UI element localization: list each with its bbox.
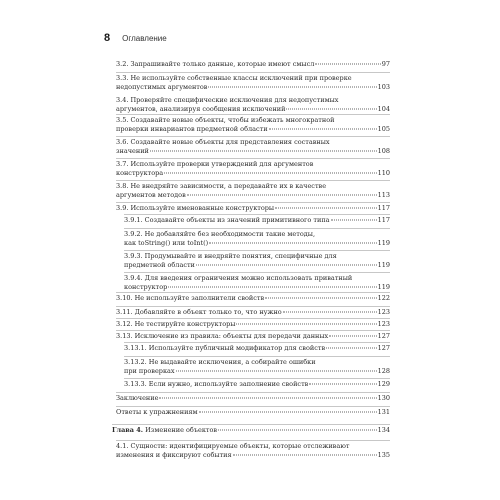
- separator-rule: [124, 272, 390, 273]
- separator-rule: [112, 424, 390, 425]
- toc-entry-title-text: недопустимых аргументов: [116, 82, 208, 91]
- toc-entry-title-line: 3.9.2. Не добавляйте без необходимости такие методы,: [124, 230, 316, 238]
- toc-page-number: 97: [381, 60, 390, 68]
- toc-entry-row: [112, 426, 390, 435]
- dot-leader: [208, 86, 376, 87]
- toc-entry-title: [124, 344, 325, 353]
- toc-entry-title-text: 3.11. Добавляйте в объект только то, что нужно: [116, 308, 282, 316]
- toc-entry-title-line: 3.9.4. Для введения ограничения можно использовать приватный: [124, 274, 353, 282]
- toc-entry-title: [124, 380, 308, 389]
- toc-entry-title-text: 3.9. Используйте именованные конструкторы: [116, 204, 275, 212]
- toc-entry-title: [124, 261, 195, 270]
- dot-leader: [196, 264, 377, 265]
- toc-page-number: 119: [377, 238, 390, 247]
- toc-entry-title-text: аргументов, анализируя сообщения исключений: [116, 104, 286, 113]
- separator-rule: [116, 292, 390, 293]
- separator-rule: [124, 356, 390, 357]
- separator-rule: [116, 114, 390, 115]
- toc-entry-row: [116, 125, 390, 134]
- toc-entry[interactable]: [124, 358, 390, 375]
- toc-entry-title-text: проверки инвариантов предметной области: [116, 124, 268, 133]
- toc-entry-row: [116, 294, 390, 303]
- toc-entry[interactable]: [116, 408, 390, 417]
- toc-entry[interactable]: [116, 320, 390, 329]
- toc-entry[interactable]: [124, 216, 390, 225]
- dot-leader: [286, 108, 376, 109]
- toc-entry-title-line: 3.13.2. Не выдавайте исключения, а собирайте ошибки: [124, 358, 316, 366]
- toc-entry[interactable]: [116, 160, 390, 177]
- toc-entry-title: [124, 216, 330, 225]
- toc-page-number: 110: [377, 168, 390, 177]
- toc-entry[interactable]: [124, 230, 390, 247]
- dot-leader: [159, 398, 376, 399]
- toc-entry-row: [116, 451, 390, 460]
- toc-entry-title-text: аргументов методов: [116, 190, 186, 199]
- toc-entry[interactable]: [116, 308, 390, 317]
- toc-entry-title-line: 3.7. Используйте проверки утверждений для аргументов: [116, 160, 314, 168]
- toc-entry-title-text: 3.9.1. Создавайте объекты из значений примитивного типа: [124, 216, 330, 224]
- toc-entry-title-text: Ответы к упражнениям: [116, 408, 198, 416]
- toc-entry-row: [116, 204, 390, 213]
- separator-rule: [124, 228, 390, 229]
- separator-rule: [124, 342, 390, 343]
- toc-entry-row: [116, 147, 390, 156]
- dot-leader: [331, 220, 377, 221]
- toc-entry-title: [116, 294, 264, 303]
- toc-entry[interactable]: [116, 394, 390, 403]
- toc-entry-title: [116, 320, 235, 329]
- toc-entry-title-text: Изменение объектов: [145, 426, 218, 434]
- toc-entry[interactable]: [116, 182, 390, 199]
- running-title: Оглавление: [122, 34, 167, 43]
- toc-entry-row: [116, 60, 390, 69]
- toc-entry[interactable]: [116, 116, 390, 133]
- dot-leader: [187, 194, 377, 195]
- toc-entry-row: [124, 216, 390, 225]
- separator-rule: [116, 72, 390, 73]
- toc-entry-row: [116, 83, 390, 92]
- separator-rule: [116, 180, 390, 181]
- toc-entry-row: [124, 344, 390, 353]
- toc-entry-title-line: 3.5. Создавайте новые объекты, чтобы избежать многократной: [116, 116, 335, 124]
- toc-entry[interactable]: [116, 60, 390, 69]
- toc-entry-title: [116, 83, 207, 92]
- toc-entry-title: [116, 204, 274, 213]
- toc-entry-title: [124, 367, 175, 376]
- toc-page-number: 135: [377, 450, 390, 459]
- toc-entry-title-text: 3.13. Исключение из правила: объекты для передачи данных: [116, 332, 329, 340]
- separator-rule: [116, 392, 390, 393]
- dot-leader: [309, 384, 376, 385]
- toc-entry-title-text: 3.2. Запрашивайте только данные, которые имеют смысл: [116, 60, 315, 68]
- toc-entry-row: [116, 308, 390, 317]
- dot-leader: [209, 242, 376, 243]
- toc-entry-title-text: предметной области: [124, 260, 195, 269]
- toc-entry[interactable]: [116, 96, 390, 113]
- toc-entry-title-text: при проверках: [124, 366, 175, 375]
- toc-entry-title: [116, 147, 149, 156]
- toc-entry[interactable]: [116, 294, 390, 303]
- toc-entry-title-line: 3.9.3. Продумывайте и внедряйте понятия, специфичные для: [124, 252, 337, 260]
- toc-page-number: 131: [377, 408, 390, 416]
- toc-page-number: 129: [377, 380, 390, 388]
- dot-leader: [329, 336, 376, 337]
- toc-entry[interactable]: [116, 332, 390, 341]
- toc-entry-title: [112, 426, 217, 435]
- toc-entry-title-text: Заключение: [116, 394, 159, 402]
- separator-rule: [124, 250, 390, 251]
- page-number: 8: [104, 32, 111, 44]
- toc-entry-title-text: 3.13.1. Используйте публичный модификатор для свойств: [124, 344, 326, 352]
- toc-entry-row: [116, 169, 390, 178]
- toc-entry[interactable]: [112, 426, 390, 435]
- toc-entry-title: [124, 239, 208, 248]
- dot-leader: [326, 348, 376, 349]
- toc-entry-title-text: конструктор: [124, 282, 168, 291]
- separator-rule: [124, 378, 390, 379]
- toc-entry-title-text: конструктора: [116, 168, 164, 177]
- toc-entry-row: [116, 332, 390, 341]
- toc-entry-title: [116, 394, 158, 403]
- separator-rule: [116, 406, 390, 407]
- toc-entry-title: [124, 283, 167, 292]
- separator-rule: [124, 214, 390, 215]
- separator-rule: [116, 202, 390, 203]
- toc-entry[interactable]: [124, 274, 390, 291]
- toc-page-number: 108: [377, 146, 390, 155]
- toc-entry-title-line: 3.3. Не используйте собственные классы исключений при проверке: [116, 74, 352, 82]
- toc-entry[interactable]: [124, 252, 390, 269]
- toc-entry-title: [116, 125, 268, 134]
- toc-entry-row: [116, 105, 390, 114]
- dot-leader: [164, 172, 376, 173]
- separator-rule: [116, 306, 390, 307]
- toc-entry-row: [124, 261, 390, 270]
- toc-entry-title: [116, 308, 282, 317]
- toc-page-number: 123: [377, 308, 390, 316]
- toc-entry-title: [116, 60, 314, 69]
- separator-rule: [116, 136, 390, 137]
- dot-leader: [176, 370, 377, 371]
- separator-rule: [116, 440, 390, 441]
- toc-entry-row: [116, 320, 390, 329]
- toc-entry-title-line: 3.8. Не внедряйте зависимости, а передавайте их в качестве: [116, 182, 327, 190]
- toc-entry-title-text: как toString() или toInt(): [124, 238, 209, 247]
- toc-entry[interactable]: [124, 344, 390, 353]
- toc-entry[interactable]: [124, 380, 390, 389]
- toc-page-number: 122: [377, 294, 390, 302]
- dot-leader: [150, 150, 377, 151]
- toc-entry-title-line: 4.1. Сущности: идентифицируемые объекты, которые отслеживают: [116, 442, 350, 450]
- dot-leader: [218, 430, 377, 431]
- dot-leader: [199, 412, 377, 413]
- toc-entry-title-text: 3.13.3. Если нужно, используйте заполнение свойств: [124, 380, 309, 388]
- toc-entry-row: [124, 283, 390, 292]
- toc-entry-title: [116, 408, 198, 417]
- toc-entry-title-line: 3.4. Проверяйте специфические исключения для недопустимых: [116, 96, 339, 104]
- separator-rule: [116, 318, 390, 319]
- toc-entry-title-line: 3.6. Создавайте новые объекты для представления составных: [116, 138, 330, 146]
- toc-entry-title: [116, 105, 285, 114]
- toc-entry-row: [124, 380, 390, 389]
- separator-rule: [116, 330, 390, 331]
- dot-leader: [315, 64, 380, 65]
- toc-page-number: 119: [377, 260, 390, 269]
- toc-page-number: 119: [377, 282, 390, 291]
- toc-page-number: 105: [377, 124, 390, 133]
- toc-page-number: 128: [377, 366, 390, 375]
- toc-page-number: 103: [377, 82, 390, 91]
- toc-page-number: 134: [377, 426, 390, 434]
- toc-page-number: 117: [377, 204, 390, 212]
- toc-entry[interactable]: [116, 74, 390, 91]
- toc-entry[interactable]: [116, 204, 390, 213]
- toc-entry[interactable]: [116, 138, 390, 155]
- separator-rule: [116, 158, 390, 159]
- dot-leader: [233, 454, 377, 455]
- dot-leader: [275, 208, 376, 209]
- toc-entry-row: [116, 394, 390, 403]
- dot-leader: [283, 312, 377, 313]
- toc-entry-title: [116, 191, 186, 200]
- toc-entry-title-text: 3.12. Не тестируйте конструкторы: [116, 320, 236, 328]
- toc-page-number: 104: [377, 104, 390, 113]
- toc-page-number: 123: [377, 320, 390, 328]
- toc-entry-row: [116, 408, 390, 417]
- toc-entry-title: [116, 451, 232, 460]
- toc-entry[interactable]: [116, 442, 390, 459]
- dot-leader: [236, 324, 376, 325]
- toc-entry-title-text: значений: [116, 146, 149, 155]
- chapter-label: Глава 4.: [112, 426, 144, 434]
- toc-page-number: 113: [377, 190, 390, 199]
- toc-entry-title-text: изменения и фиксируют события: [116, 450, 232, 459]
- toc-entry-title-text: 3.10. Не используйте заполнители свойств: [116, 294, 265, 302]
- toc-page-number: 127: [377, 332, 390, 340]
- toc-entry-row: [124, 239, 390, 248]
- dot-leader: [265, 298, 376, 299]
- toc-page-number: 117: [377, 216, 390, 224]
- toc-page-number: 130: [377, 394, 390, 402]
- toc-entry-title: [116, 332, 328, 341]
- dot-leader: [269, 128, 377, 129]
- toc-entry-title: [116, 169, 163, 178]
- dot-leader: [168, 286, 376, 287]
- toc-entry-row: [124, 367, 390, 376]
- toc-page-number: 127: [377, 344, 390, 352]
- toc-entry-row: [116, 191, 390, 200]
